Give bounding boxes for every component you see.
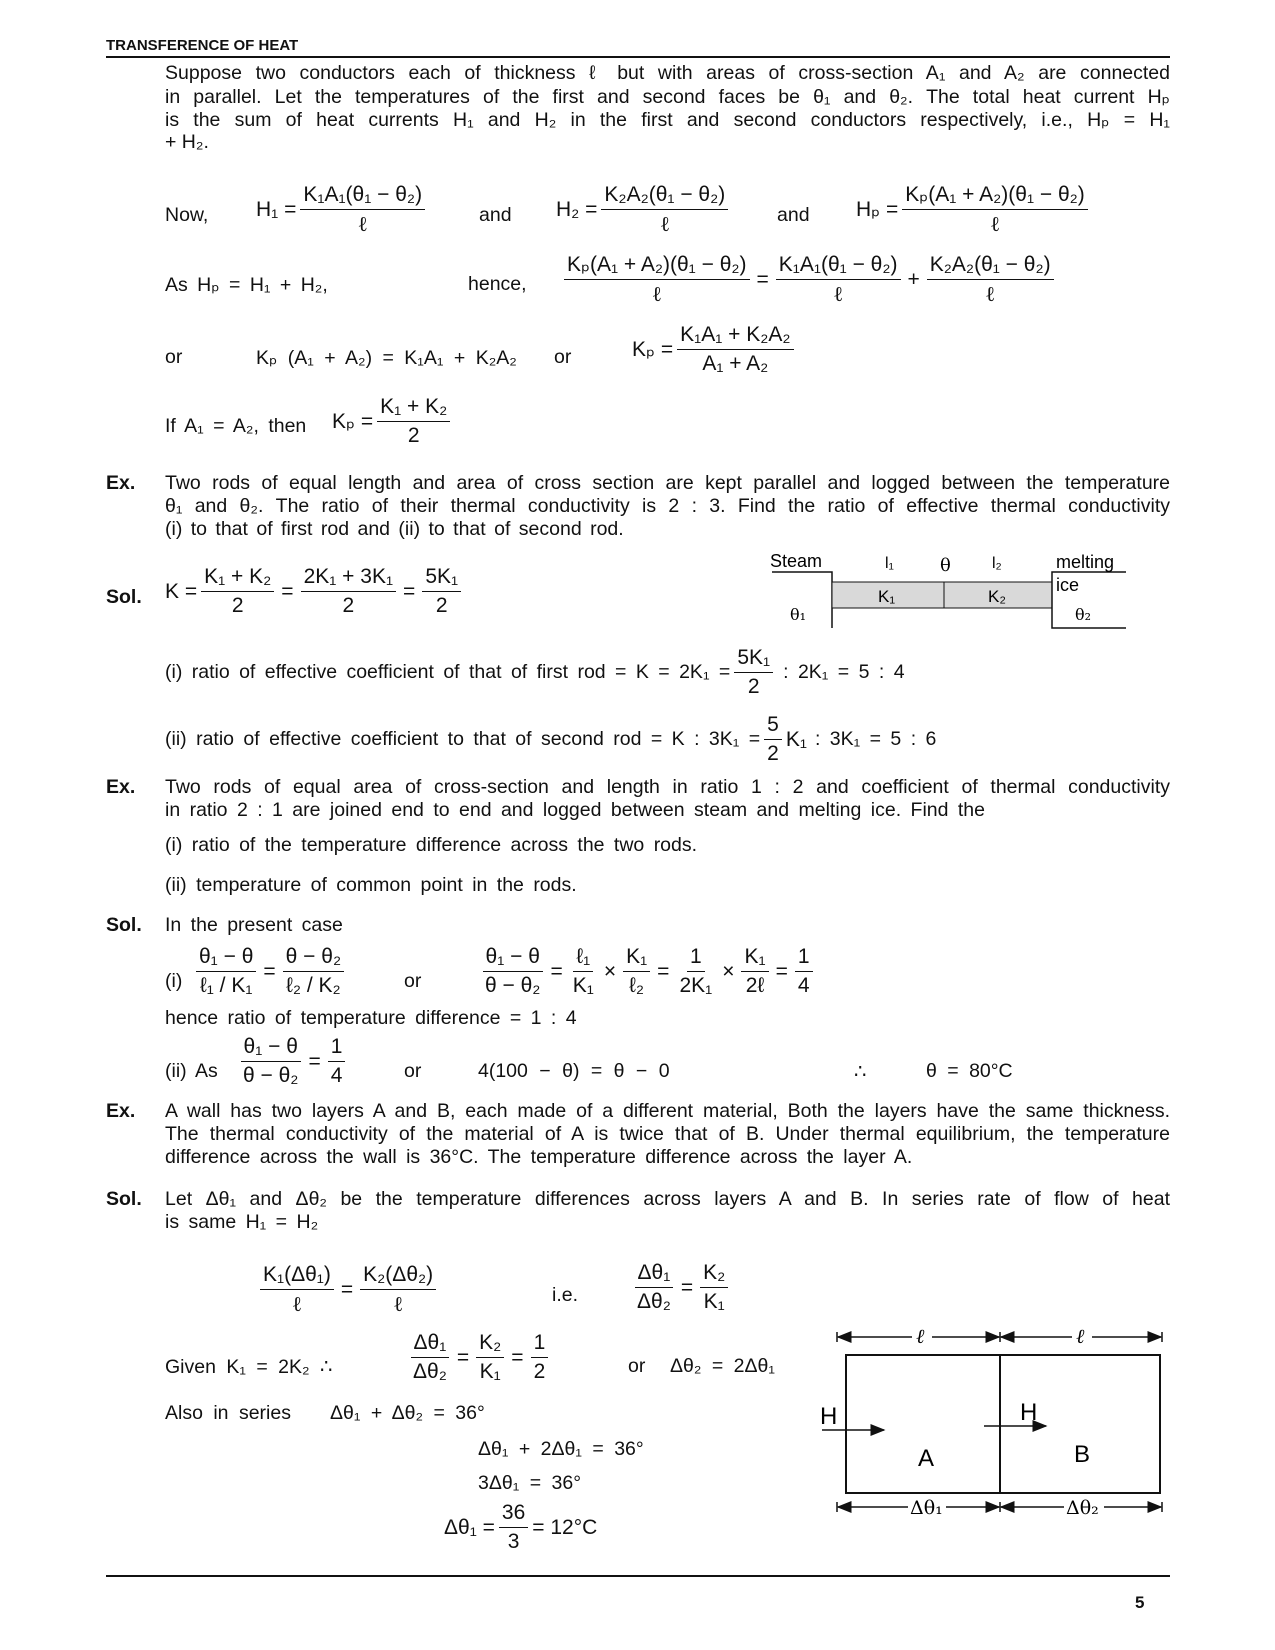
times-sign: × <box>722 959 735 983</box>
equals-sign: = <box>775 959 788 983</box>
sum-r2-denominator: ℓ <box>985 282 996 307</box>
sol2-ii-numerator: θ₁ − θ <box>241 1034 301 1062</box>
sol2-f-denominator: 2K₁ <box>679 974 713 998</box>
sol3-g1-denominator: Δθ₂ <box>413 1360 447 1384</box>
sol1-part-i <box>165 645 905 701</box>
sol3-g3-denominator: 2 <box>533 1360 546 1384</box>
k-f2-denominator: 2 <box>342 594 355 618</box>
k-f2-numerator: 2K₁ + 3K₁ <box>301 564 396 592</box>
delta-theta1-label: Δθ₁ <box>910 1497 943 1519</box>
sol2-ii-r-numerator: 1 <box>328 1034 346 1062</box>
sol3-d-denominator: K₁ <box>703 1290 725 1314</box>
hp-denominator: ℓ <box>990 212 1001 237</box>
wall-outline <box>846 1355 1160 1493</box>
sol2-g-numerator: K₁ <box>741 944 768 972</box>
example-1-line-1: Two rods of equal length and area of cross section are kept parallel and logged between the temperature <box>165 472 1170 494</box>
sol2-c-denominator: θ − θ₂ <box>485 974 541 998</box>
equals-sign: = <box>263 959 276 983</box>
equals-sign: = <box>756 267 769 291</box>
h1-lhs: H₁ = <box>256 197 297 221</box>
intro-line-3: is the sum of heat currents H₁ and H₂ in the first and second conductors respectively, i.e., Hₚ = H₁ <box>165 109 1170 131</box>
kp-fraction-equation <box>632 322 798 378</box>
wall-layers-diagram <box>800 1320 1170 1520</box>
therefore-symbol: ∴ <box>854 1061 867 1083</box>
sol3-final-rhs: = 12°C <box>532 1515 598 1539</box>
h2-lhs: H₂ = <box>556 197 598 221</box>
page-header: TRANSFERENCE OF HEAT <box>106 37 299 54</box>
footer-rule <box>106 1575 1170 1577</box>
example-3-line-3: difference across the wall is 36°C. The temperature difference across the layer A. <box>165 1146 913 1168</box>
k-lhs: K = <box>165 579 198 603</box>
theta2-label: θ₂ <box>1075 605 1092 624</box>
thickness-label-a: ℓ <box>916 1324 925 1348</box>
sol3-c-numerator: Δθ₁ <box>635 1260 674 1288</box>
h2-numerator: K₂A₂(θ₁ − θ₂) <box>601 182 728 210</box>
equal-area-text: If A₁ = A₂, then <box>165 415 307 437</box>
equals-sign: = <box>680 1275 694 1299</box>
example-2-label: Ex. <box>106 776 136 798</box>
example-2-line-2: in ratio 2 : 1 are joined end to end and logged between steam and melting ice. Find the <box>165 799 985 821</box>
h2-equation <box>556 182 732 238</box>
k2-label: K₂ <box>988 587 1006 606</box>
sol2-intro: In the present case <box>165 914 343 936</box>
sol2-a-numerator: θ₁ − θ <box>196 944 256 972</box>
layer-b-label: B <box>1074 1441 1091 1468</box>
sol2-d-numerator: ℓ₁ <box>573 944 593 972</box>
example-3-line-2: The thermal conductivity of the material of A is twice that of B. Under thermal equilibrium, the temperature <box>165 1123 1170 1145</box>
sol3-g1-numerator: Δθ₁ <box>411 1330 450 1358</box>
example-3-line-1: A wall has two layers A and B, each made of a different material, Both the layers have the same thickness. <box>165 1100 1170 1122</box>
kp-equal-numerator: K₁ + K₂ <box>377 394 450 422</box>
sol1-part-i-denominator: 2 <box>747 675 760 699</box>
sol3-or-label: or <box>628 1355 646 1377</box>
example-1-line-3: (i) to that of first rod and (ii) to that of second rod. <box>165 518 624 540</box>
hp-lhs: Hₚ = <box>856 198 899 222</box>
sol2-h-numerator: 1 <box>795 944 813 972</box>
kp-equal-denominator: 2 <box>407 424 420 448</box>
sol3-final-numerator: 36 <box>499 1500 528 1528</box>
parallel-rods-diagram <box>760 548 1140 630</box>
now-label: Now, <box>165 204 209 226</box>
equals-sign: = <box>403 579 416 603</box>
kp-numerator: K₁A₁ + K₂A₂ <box>677 322 793 350</box>
sol3-or-rhs: Δθ₂ = 2Δθ₁ <box>670 1355 775 1377</box>
or-label-2: or <box>554 346 572 368</box>
sol2-part-i-label: (i) <box>165 970 183 992</box>
equals-sign: = <box>308 1049 321 1073</box>
sol2-part-ii-or: or <box>404 1060 422 1082</box>
h1-numerator: K₁A₁(θ₁ − θ₂) <box>300 182 425 210</box>
ice-label: ice <box>1056 575 1080 595</box>
melting-label: melting <box>1056 552 1115 572</box>
page-number: 5 <box>1135 1593 1145 1612</box>
sol1-part-i-tail: : 2K₁ = 5 : 4 <box>783 661 905 684</box>
sol2-f-numerator: 1 <box>687 944 705 972</box>
k-f3-numerator: 5K₁ <box>422 564 461 592</box>
sum-lhs-numerator: Kₚ(A₁ + A₂)(θ₁ − θ₂) <box>564 252 750 280</box>
sol2-part-ii-equation <box>236 1034 349 1090</box>
sol1-part-ii-k: K₁ <box>785 727 807 751</box>
sol3-step-2: 3Δθ₁ = 36° <box>478 1472 582 1494</box>
solution-2-label: Sol. <box>106 914 142 936</box>
k-f3-denominator: 2 <box>435 594 448 618</box>
kp-equal-area-equation <box>332 394 454 450</box>
times-sign: × <box>603 959 617 983</box>
and-label-1: and <box>479 204 512 226</box>
h1-denominator: ℓ <box>357 212 368 237</box>
l2-label: l₂ <box>992 555 1002 572</box>
example-2-part-1: (i) ratio of the temperature difference across the two rods. <box>165 834 698 856</box>
sol3-g2-numerator: K₂ <box>476 1330 504 1358</box>
sol3-a-numerator: K₁(Δθ₁) <box>260 1262 334 1290</box>
as-hp-text: As Hₚ = H₁ + H₂, <box>165 274 328 296</box>
sol2-ii-r-denominator: 4 <box>330 1064 343 1088</box>
header-rule <box>106 56 1170 58</box>
k-effective-equation <box>165 564 465 620</box>
hence-label: hence, <box>468 273 527 295</box>
sol2-e-numerator: K₁ <box>623 944 650 972</box>
sol2-ii-denominator: θ − θ₂ <box>243 1064 299 1088</box>
sol3-step-1: Δθ₁ + 2Δθ₁ = 36° <box>478 1438 644 1460</box>
heat-label-1: H <box>820 1403 838 1430</box>
equals-sign: = <box>281 579 294 603</box>
sol1-part-i-text: (i) ratio of effective coefficient of that of first rod = K = 2K₁ = <box>165 661 731 684</box>
sol3-b-numerator: K₂(Δθ₂) <box>360 1262 436 1290</box>
equals-sign: = <box>550 959 563 983</box>
kp-lhs: Kₚ = <box>632 338 674 362</box>
example-2-line-1: Two rods of equal area of cross-section and length in ratio 1 : 2 and coefficient of thermal conductivity <box>165 776 1170 798</box>
sol1-part-ii-numerator: 5 <box>764 712 782 740</box>
sol3-ratio-equation <box>630 1260 732 1316</box>
sol1-part-i-numerator: 5K₁ <box>734 645 773 673</box>
sol3-b-denominator: ℓ <box>393 1292 404 1317</box>
sol3-line-2: is same H₁ = H₂ <box>165 1211 319 1233</box>
example-1-line-2: θ₁ and θ₂. The ratio of their thermal conductivity is 2 : 3. Find the ratio of effective thermal conductivity <box>165 495 1170 517</box>
sol2-part-ii-label: (ii) As <box>165 1060 218 1082</box>
sum-r2-numerator: K₂A₂(θ₁ − θ₂) <box>927 252 1054 280</box>
k1-label: K₁ <box>878 587 896 606</box>
sol1-part-ii-text: (ii) ratio of effective coefficient to that of second rod = K : 3K₁ = <box>165 728 761 751</box>
k-f1-denominator: 2 <box>231 594 244 618</box>
sol3-d-numerator: K₂ <box>700 1260 728 1288</box>
sol3-final-lhs: Δθ₁ = <box>444 1515 495 1539</box>
sol3-line-1: Let Δθ₁ and Δθ₂ be the temperature differences across layers A and B. In series rate of flow of heat <box>165 1188 1170 1210</box>
equals-sign: = <box>511 1345 524 1369</box>
theta1-label: θ₁ <box>790 605 807 624</box>
example-3-label: Ex. <box>106 1100 136 1122</box>
sol3-given: Given K₁ = 2K₂ ∴ <box>165 1356 333 1378</box>
and-label-2: and <box>777 204 810 226</box>
sol3-ie-label: i.e. <box>552 1284 579 1306</box>
sol2-ratio-equation-b <box>478 944 817 1000</box>
sum-r1-denominator: ℓ <box>833 282 844 307</box>
kp-denominator: A₁ + A₂ <box>702 352 769 376</box>
intro-line-2: in parallel. Let the temperatures of the first and second faces be θ₁ and θ₂. The total heat current Hₚ <box>165 86 1170 108</box>
sol2-b-numerator: θ − θ₂ <box>283 944 344 972</box>
sol2-c-numerator: θ₁ − θ <box>483 944 543 972</box>
sol3-g2-denominator: K₁ <box>479 1360 501 1384</box>
h2-denominator: ℓ <box>659 212 670 237</box>
sol3-given-equation <box>406 1330 552 1386</box>
sol2-result: θ = 80°C <box>926 1060 1013 1082</box>
sol2-part-ii-linear-eq: 4(100 − θ) = θ − 0 <box>478 1060 670 1082</box>
sol3-a-denominator: ℓ <box>291 1292 302 1317</box>
layer-a-label: A <box>918 1445 935 1472</box>
sol3-also-equation: Δθ₁ + Δθ₂ = 36° <box>330 1402 485 1424</box>
h1-equation <box>256 182 429 238</box>
sol2-ratio-equation-a <box>192 944 348 1000</box>
hp-equation <box>856 182 1092 238</box>
kp-area-equation: Kₚ (A₁ + A₂) = K₁A₁ + K₂A₂ <box>256 347 517 369</box>
sol2-h-denominator: 4 <box>797 974 810 998</box>
sol3-c-denominator: Δθ₂ <box>637 1290 671 1314</box>
sol2-e-denominator: ℓ₂ <box>629 974 645 998</box>
steam-label: Steam <box>770 551 823 571</box>
sol1-part-ii-denominator: 2 <box>767 742 779 766</box>
sol2-hence-ratio: hence ratio of temperature difference = 1 : 4 <box>165 1007 577 1029</box>
k-f1-numerator: K₁ + K₂ <box>201 564 274 592</box>
sol3-final-denominator: 3 <box>507 1530 520 1554</box>
sum-lhs-denominator: ℓ <box>651 282 662 307</box>
sum-r1-numerator: K₁A₁(θ₁ − θ₂) <box>776 252 901 280</box>
solution-1-label: Sol. <box>106 586 142 608</box>
sol2-b-denominator: ℓ₂ / K₂ <box>286 974 341 998</box>
heat-label-2: H <box>1020 1399 1038 1426</box>
example-1-label: Ex. <box>106 472 136 494</box>
hp-sum-equation <box>560 252 1058 308</box>
sol3-g3-numerator: 1 <box>531 1330 549 1358</box>
sol2-g-denominator: 2ℓ <box>745 974 765 998</box>
sol2-a-denominator: ℓ₁ / K₁ <box>199 974 253 998</box>
sol3-heat-equality <box>256 1262 440 1318</box>
sol3-also: Also in series <box>165 1402 291 1424</box>
equals-sign: = <box>657 959 670 983</box>
l1-label: l₁ <box>885 555 894 572</box>
sol1-part-ii <box>165 712 936 768</box>
sol2-or-label: or <box>404 970 422 992</box>
plus-sign: + <box>907 267 920 291</box>
hp-numerator: Kₚ(A₁ + A₂)(θ₁ − θ₂) <box>902 182 1088 210</box>
or-label-1: or <box>165 346 183 368</box>
sol1-part-ii-tail: : 3K₁ = 5 : 6 <box>814 728 937 751</box>
thickness-label-b: ℓ <box>1076 1324 1085 1348</box>
solution-3-label: Sol. <box>106 1188 142 1210</box>
equals-sign: = <box>456 1345 470 1369</box>
intro-line-1: Suppose two conductors each of thickness ℓ but with areas of cross-section A₁ and A₂ are connected <box>165 62 1170 84</box>
kp-equal-lhs: Kₚ = <box>332 410 374 434</box>
delta-theta2-label: Δθ₂ <box>1066 1497 1099 1519</box>
theta-label: θ <box>940 555 951 576</box>
example-2-part-2: (ii) temperature of common point in the rods. <box>165 874 577 896</box>
equals-sign: = <box>340 1277 354 1301</box>
intro-line-4: + H₂. <box>165 131 209 153</box>
sol3-final-equation <box>444 1500 597 1556</box>
sol2-d-denominator: K₁ <box>572 974 594 998</box>
